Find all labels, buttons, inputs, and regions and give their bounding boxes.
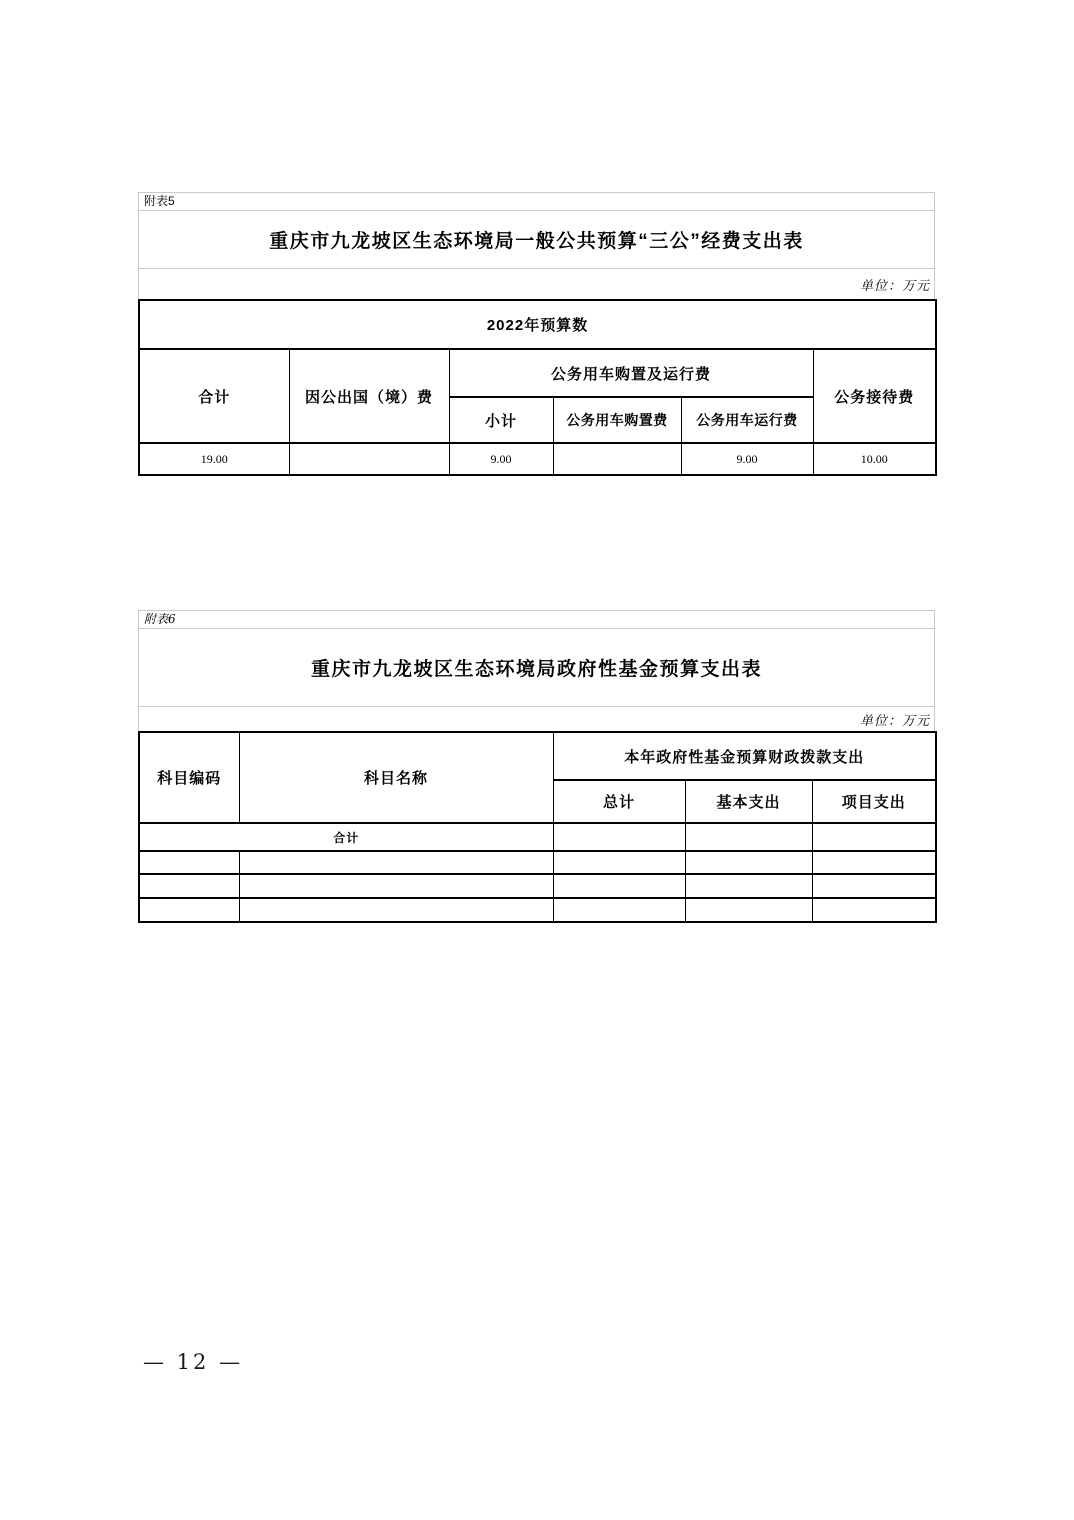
table-row: [139, 732, 936, 780]
table-row: [139, 874, 936, 898]
empty-cell: [553, 851, 685, 874]
appendix-table-6-section: [138, 610, 935, 923]
col-header-vehicle-subtotal: 小计: [449, 397, 553, 443]
value-abroad-fee: [289, 443, 449, 475]
table-row: [139, 349, 936, 397]
col-header-grand-total: 总计: [553, 780, 685, 823]
col-header-subject-code: 科目编码: [139, 732, 239, 823]
total-row-grand-total: [553, 823, 685, 851]
value-total: 19.00: [139, 443, 289, 475]
empty-cell: [553, 898, 685, 922]
value-vehicle-operation: 9.00: [681, 443, 813, 475]
table5-title: 重庆市九龙坡区生态环境局一般公共预算“三公”经费支出表: [139, 211, 934, 269]
col-header-basic-expense: 基本支出: [685, 780, 812, 823]
table5-unit-note: 单位：万元: [859, 278, 930, 294]
value-vehicle-subtotal: 9.00: [449, 443, 553, 475]
value-vehicle-purchase: [553, 443, 681, 475]
col-header-abroad-fee: 因公出国（境）费: [289, 349, 449, 443]
table6-title: 重庆市九龙坡区生态环境局政府性基金预算支出表: [139, 629, 934, 707]
table-row: [139, 898, 936, 922]
empty-cell: [553, 874, 685, 898]
empty-cell: [139, 851, 239, 874]
total-row-basic: [685, 823, 812, 851]
table-row: [139, 851, 936, 874]
empty-cell: [139, 898, 239, 922]
col-header-fund-group: 本年政府性基金预算财政拨款支出: [553, 732, 936, 780]
empty-cell: [685, 851, 812, 874]
page-number: — 12 —: [143, 1350, 244, 1374]
total-row-project: [812, 823, 936, 851]
table6-appendix-label: 附表6: [139, 611, 934, 629]
col-header-project-expense: 项目支出: [812, 780, 936, 823]
table-row: [139, 443, 936, 475]
empty-cell: [239, 898, 553, 922]
appendix-table-5-section: [138, 192, 935, 476]
empty-cell: [812, 898, 936, 922]
table-row-total: [139, 823, 936, 851]
empty-cell: [685, 874, 812, 898]
table6-header-box: [138, 610, 935, 731]
col-header-subject-name: 科目名称: [239, 732, 553, 823]
empty-cell: [812, 851, 936, 874]
empty-cell: [239, 851, 553, 874]
col-header-total: 合计: [139, 349, 289, 443]
total-row-label: 合计: [139, 823, 553, 851]
government-fund-budget-table: [138, 731, 937, 923]
empty-cell: [139, 874, 239, 898]
col-header-vehicle-group: 公务用车购置及运行费: [449, 349, 813, 397]
empty-cell: [239, 874, 553, 898]
empty-cell: [685, 898, 812, 922]
table-row: [139, 300, 936, 349]
col-header-budget-year: 2022年预算数: [139, 300, 936, 349]
col-header-vehicle-purchase: 公务用车购置费: [553, 397, 681, 443]
value-reception-fee: 10.00: [813, 443, 936, 475]
empty-cell: [812, 874, 936, 898]
table5-header-box: [138, 192, 935, 299]
table6-unit-note: 单位：万元: [859, 713, 930, 729]
col-header-reception-fee: 公务接待费: [813, 349, 936, 443]
three-public-expense-table: [138, 299, 937, 476]
table5-appendix-label: 附表5: [139, 193, 934, 211]
col-header-vehicle-operation: 公务用车运行费: [681, 397, 813, 443]
